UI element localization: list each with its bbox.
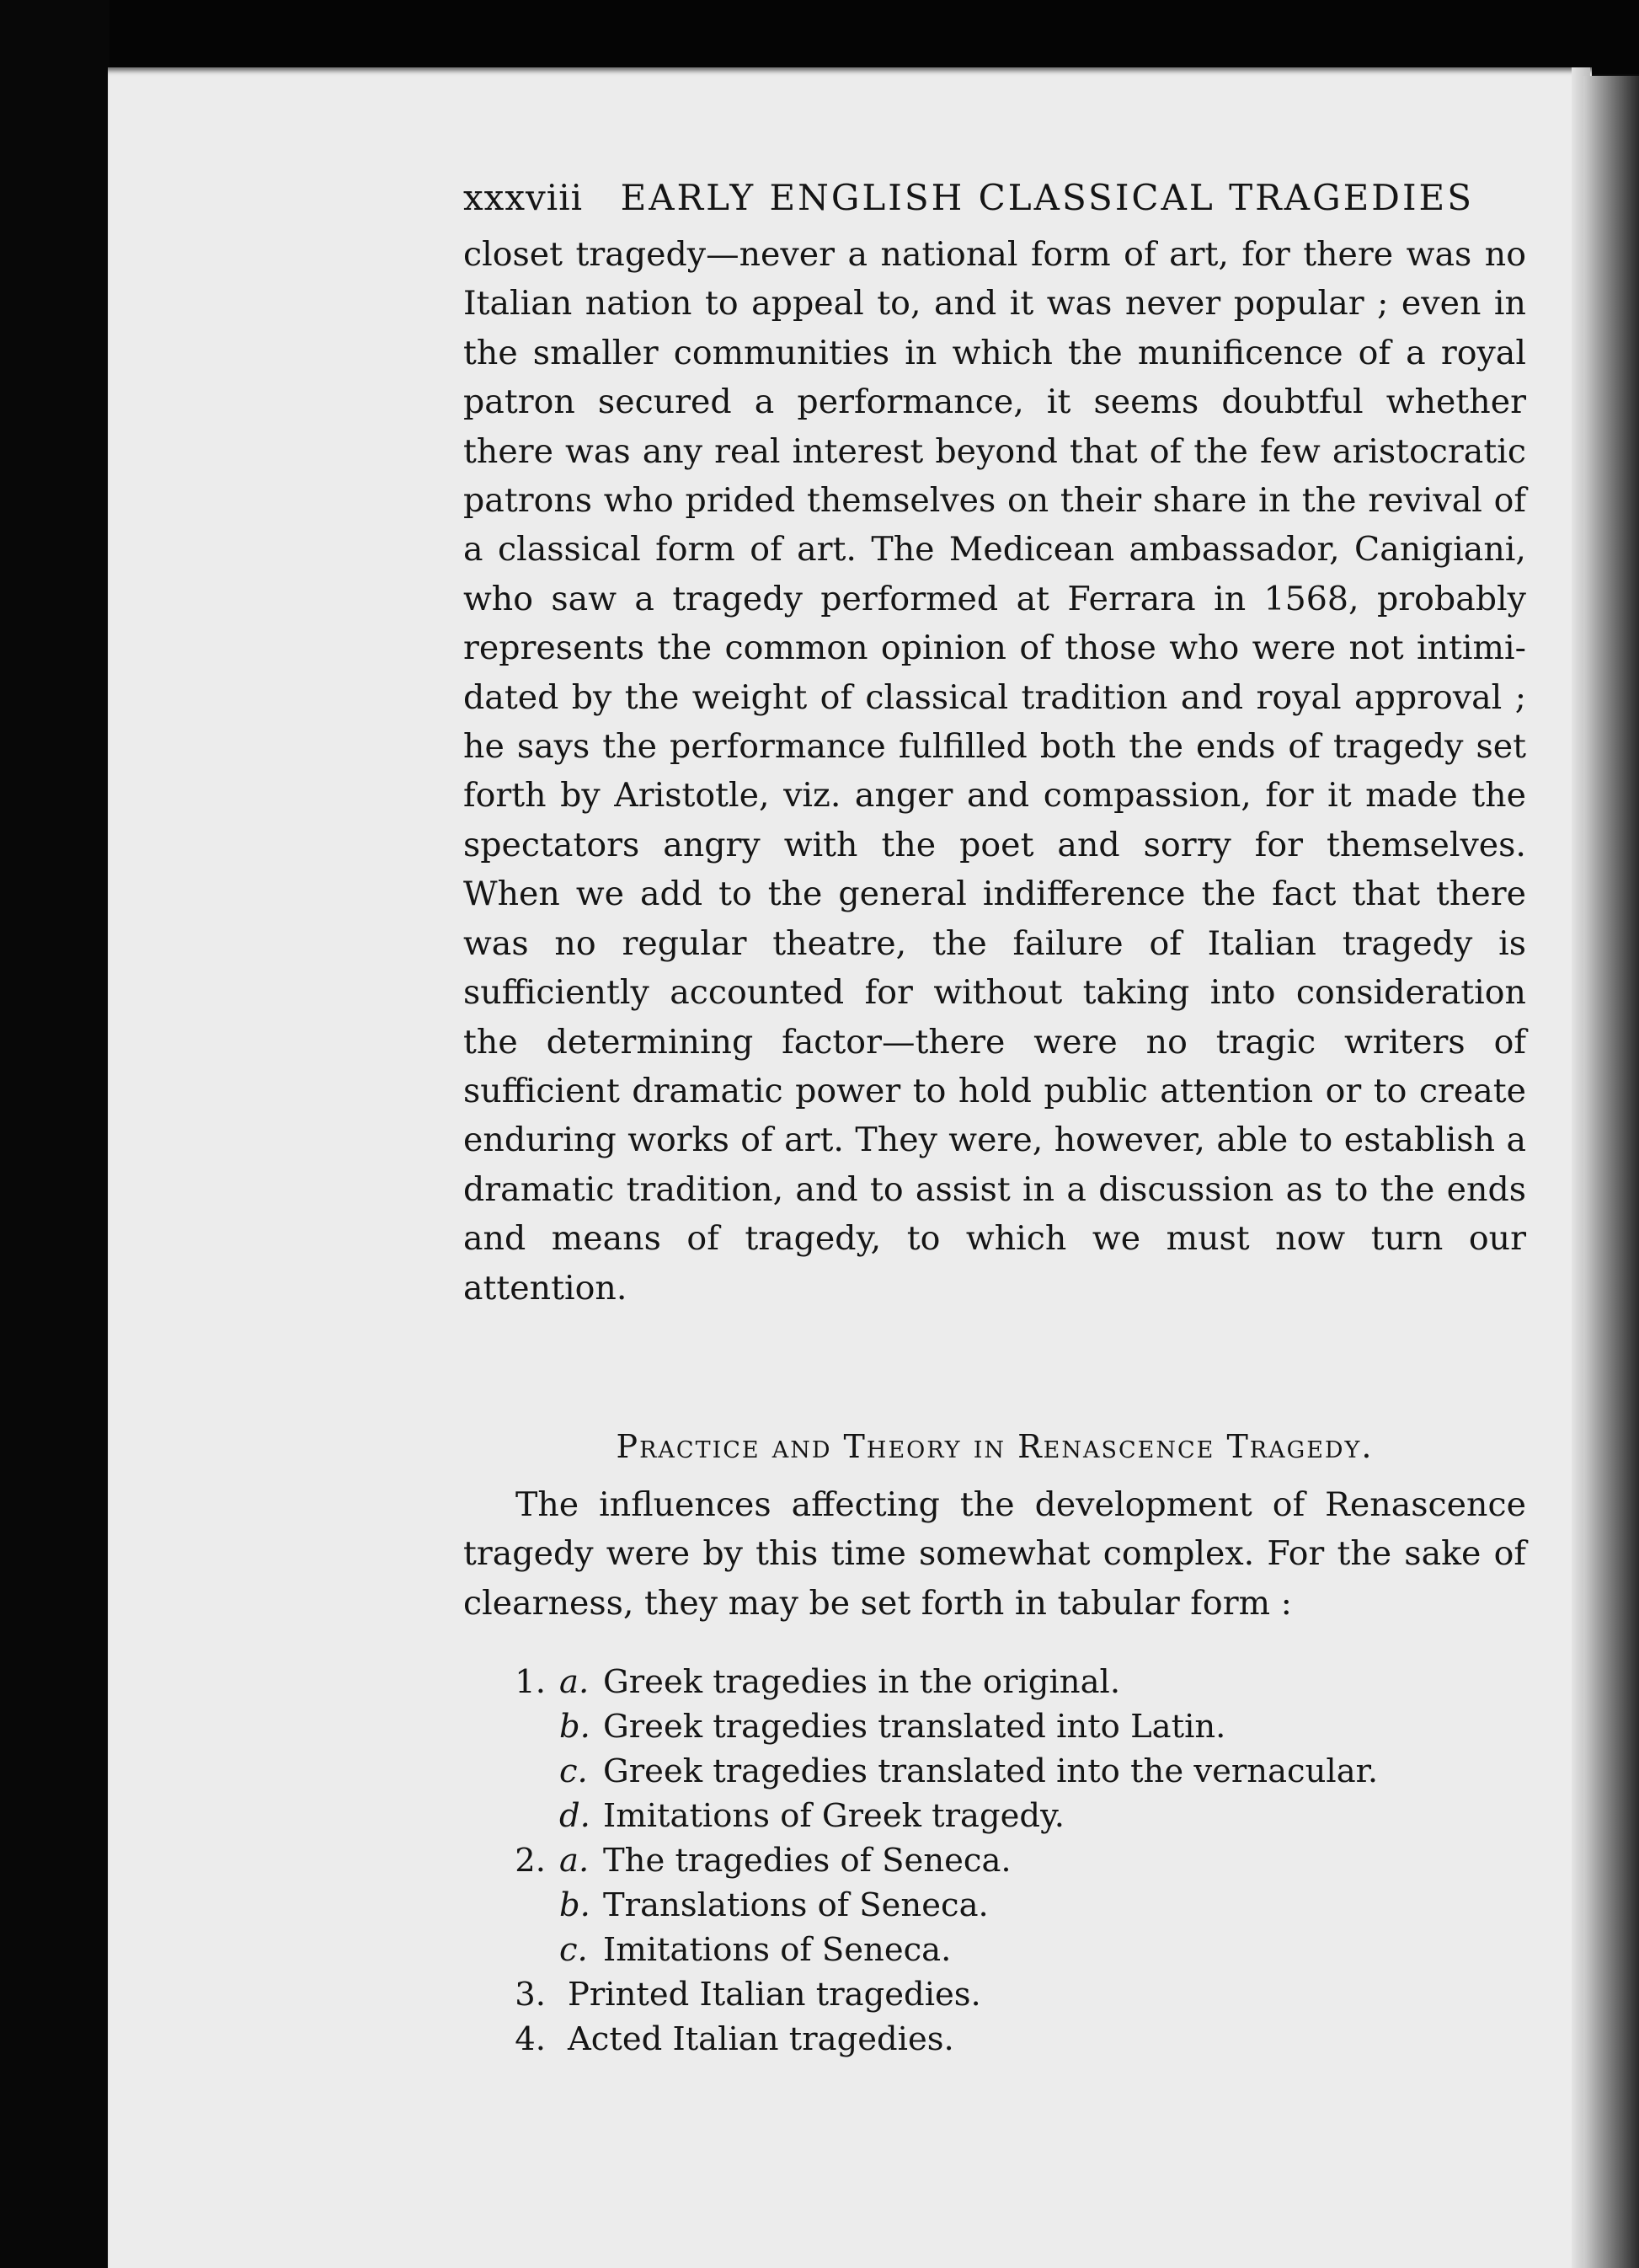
list-item-text: Acted Italian tragedies. bbox=[568, 2020, 954, 2059]
list-item-letter: b. bbox=[559, 1886, 590, 1925]
scan-border-top bbox=[0, 0, 1639, 74]
list-item-number: 1. bbox=[515, 1663, 546, 1702]
list-item bbox=[504, 1749, 1526, 1794]
scan-border-left bbox=[0, 0, 109, 2268]
list-item-letter: a. bbox=[559, 1663, 590, 1702]
list-item-letter: a. bbox=[559, 1842, 590, 1880]
list-item-text: The tragedies of Seneca. bbox=[603, 1842, 1012, 1880]
running-title: EARLY ENGLISH CLASSICAL TRAGEDIES bbox=[620, 177, 1474, 218]
list-item-letter: b. bbox=[559, 1708, 590, 1746]
list-item bbox=[504, 1838, 1526, 1883]
list-item bbox=[504, 1704, 1526, 1749]
list-item bbox=[504, 1794, 1526, 1838]
list-item bbox=[504, 1660, 1526, 1704]
list-item-letter: c. bbox=[559, 1752, 588, 1791]
section-heading: Practice and Theory in Renascence Tragedy. bbox=[616, 1427, 1374, 1465]
list-item-text: Imitations of Greek tragedy. bbox=[603, 1797, 1065, 1836]
list-item bbox=[504, 1972, 1526, 2017]
influences-list bbox=[504, 1660, 1526, 2062]
list-item bbox=[504, 1883, 1526, 1928]
list-item-number: 4. bbox=[515, 2020, 546, 2059]
book-spine-shadow bbox=[1583, 76, 1639, 2268]
list-item-letter: c. bbox=[559, 1931, 588, 1970]
list-item bbox=[504, 1928, 1526, 1972]
list-item-text: Printed Italian tragedies. bbox=[568, 1976, 981, 2014]
running-head bbox=[463, 177, 1474, 218]
list-item-number: 3. bbox=[515, 1976, 546, 2014]
list-item-letter: d. bbox=[559, 1797, 590, 1836]
body-paragraph-2: The influences affecting the development of Renascence tragedy were by this time somewhat complex. For the sake of clearness, they may be set forth in tabular form : bbox=[463, 1484, 1526, 1623]
list-item-number: 2. bbox=[515, 1842, 546, 1880]
list-item-text: Greek tragedies translated into Latin. bbox=[603, 1708, 1226, 1746]
page-number: xxxviii bbox=[463, 177, 584, 218]
page-content bbox=[463, 177, 1526, 2062]
list-item bbox=[504, 2017, 1526, 2062]
list-item-text: Greek tragedies in the original. bbox=[603, 1663, 1121, 1702]
list-item-text: Translations of Seneca. bbox=[603, 1886, 989, 1925]
list-item-text: Imitations of Seneca. bbox=[603, 1931, 952, 1970]
body-paragraph-1: closet tragedy—never a national form of art, for there was no Italian nation to appeal to, and it was never popular ; even in the smaller communities in which the munificence of a royal patron secured a performance, it seems doubtful whether there was any real interest beyond that of the few aristocratic patrons who prided themselves on their share in the revival of a classical form of art. The Medicean ambassador, Canigiani, who saw a tragedy performed at Ferrara in 1568, probably represents the common opinion of those who were not intimi-dated by the weight of classical tradition and royal approval ; he says the performance fulfilled both the ends of tragedy set forth by Aristotle, viz. anger and compassion, for it made the spectators angry with the poet and sorry for themselves. When we add to the general indifference the fact that there was no regular theatre, the failure of Italian tragedy is sufficiently accounted for without taking into consideration the determining factor—there were no tragic writers of sufficient dramatic power to hold public attention or to create enduring works of art. They were, however, able to establish a dramatic tradition, and to assist in a discussion as to the ends and means of tragedy, to which we must now turn our attention. bbox=[463, 235, 1526, 1308]
list-item-text: Greek tragedies translated into the vernacular. bbox=[603, 1752, 1379, 1791]
